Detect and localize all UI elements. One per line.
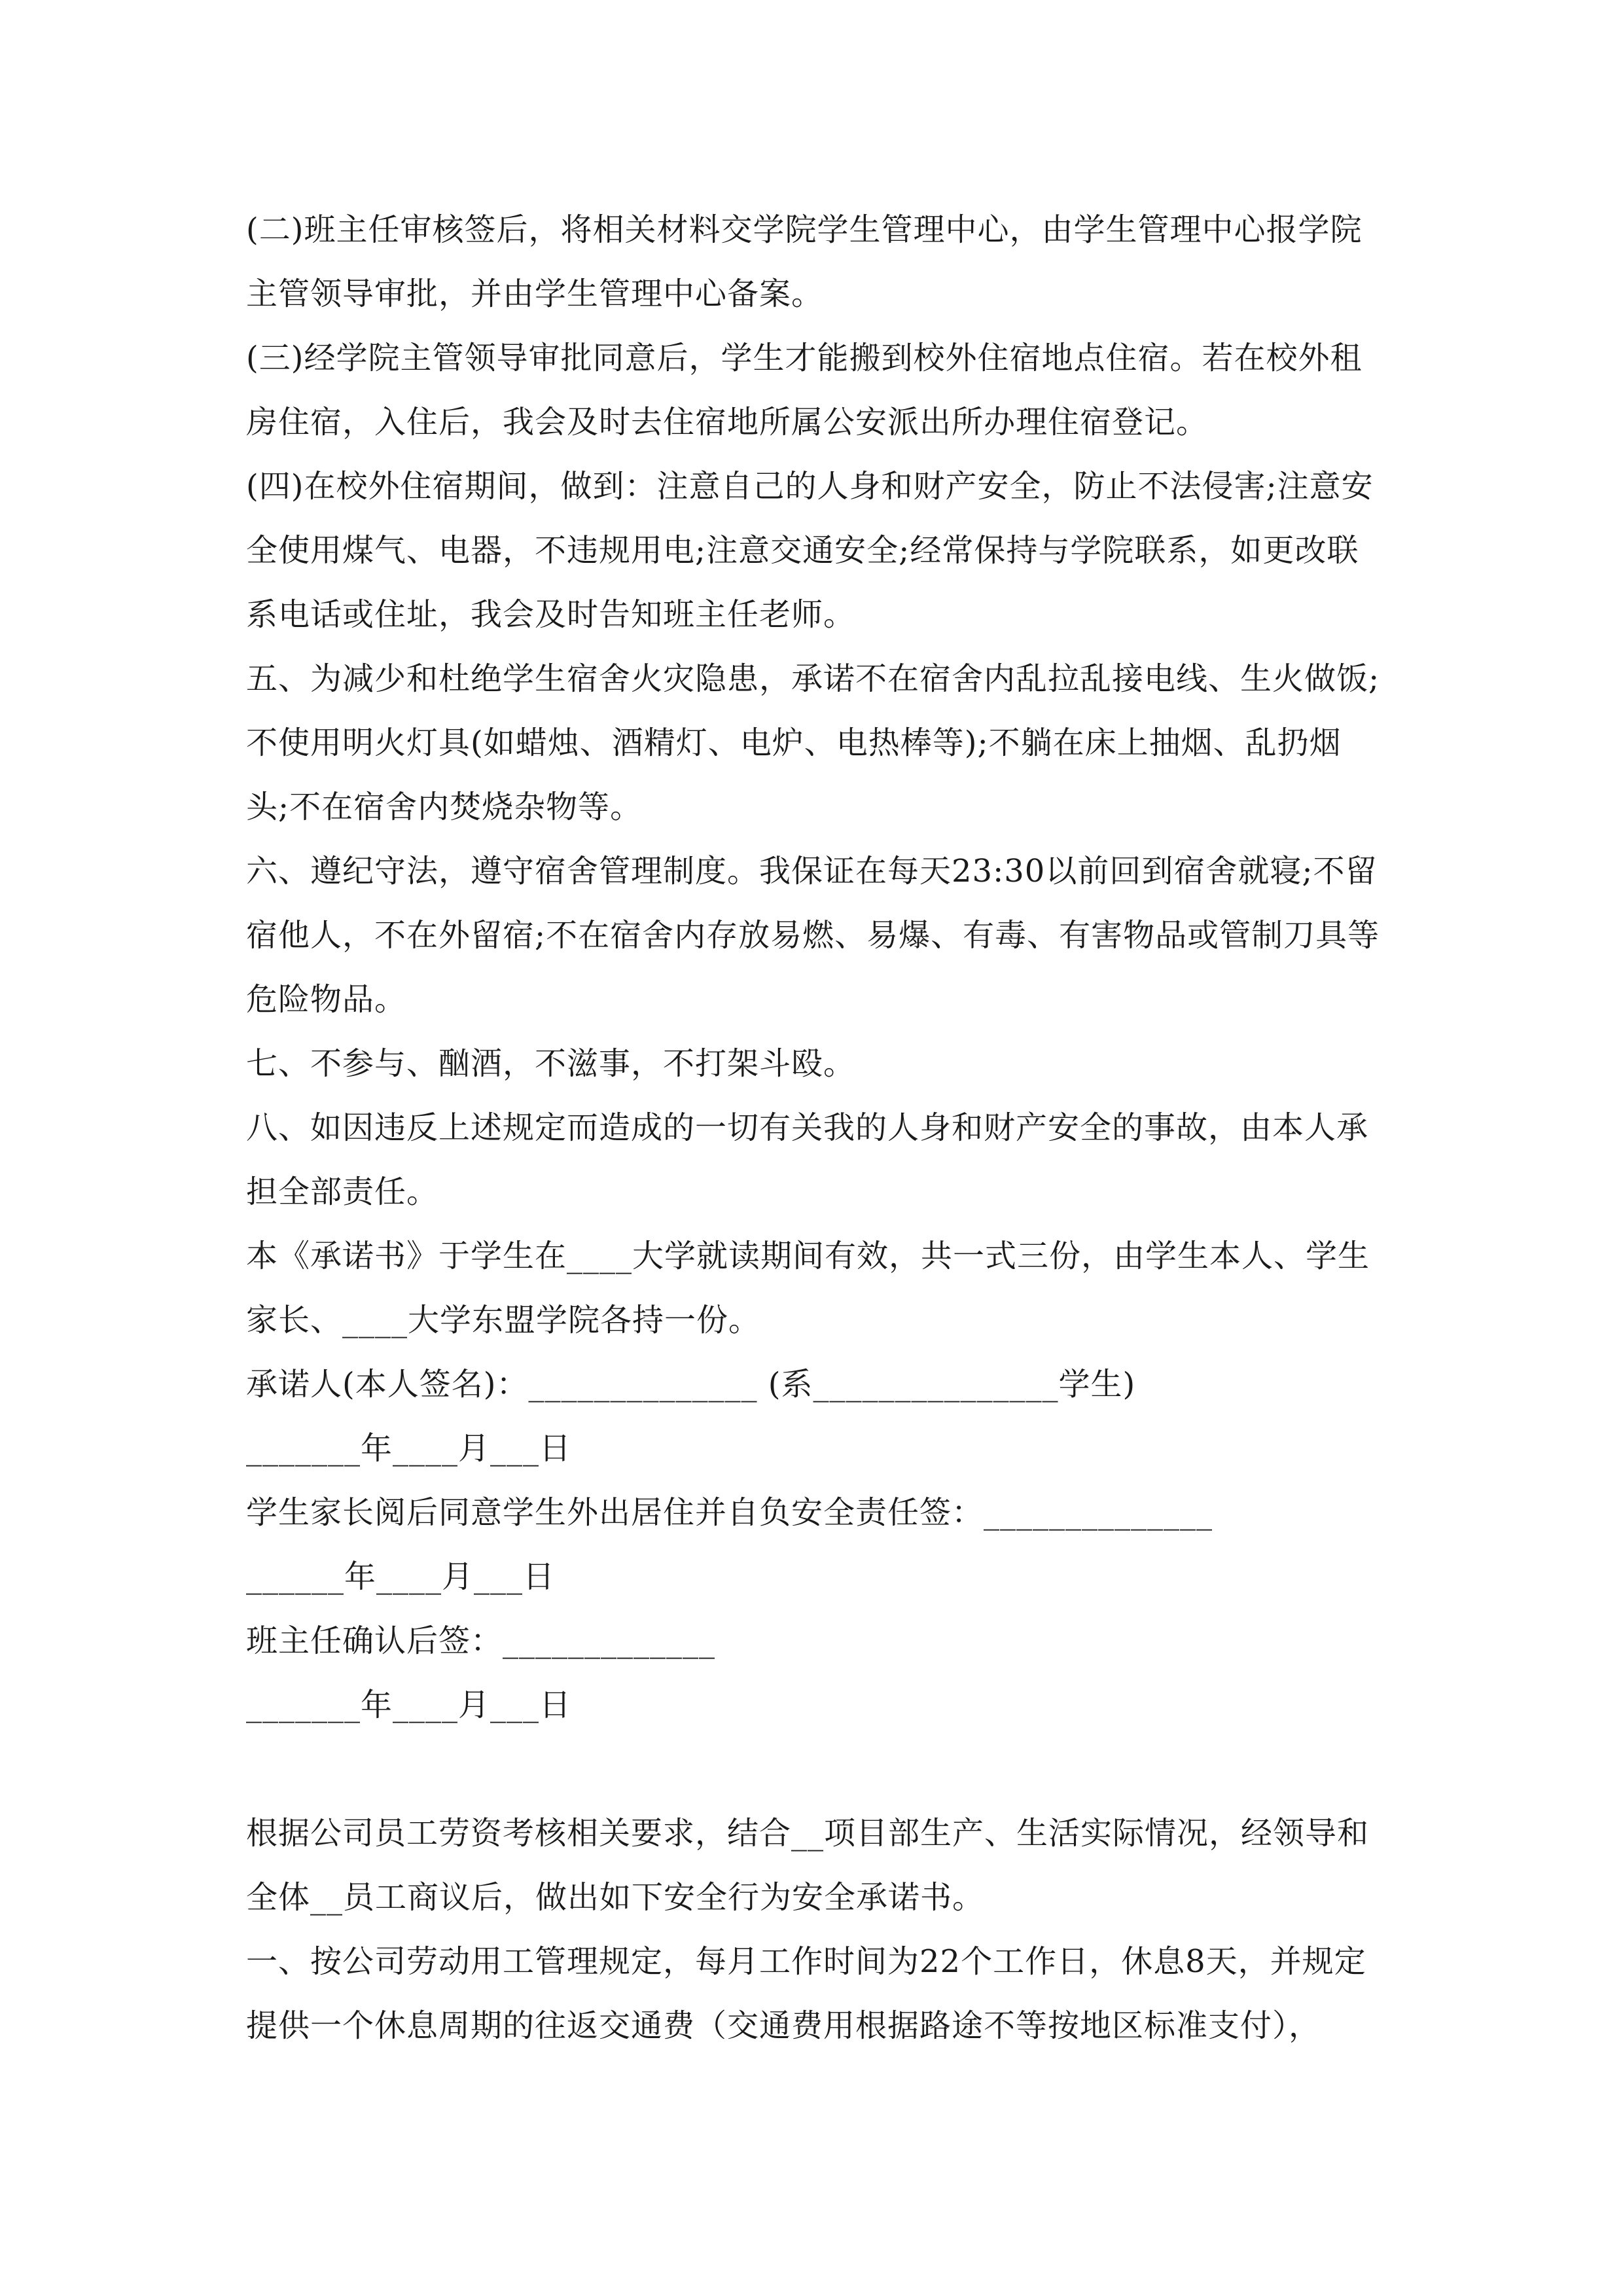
signature-teacher: 班主任确认后签：_____________ (246, 1623, 716, 1659)
section-gap (246, 1737, 1382, 1801)
paragraph-company-intro: 根据公司员工劳资考核相关要求，结合__项目部生产、生活实际情况，经领导和全体__员工商议后，做出如下安全行为安全承诺书。 (246, 1815, 1370, 1916)
paragraph-validity: 本《承诺书》于学生在____大学就读期间有效，共一式三份，由学生本人、学生家长、____大学东盟学院各持一份。 (246, 1238, 1370, 1338)
paragraph-3-move-out: (三)经学院主管领导审批同意后，学生才能搬到校外住宿地点住宿。若在校外租房住宿，入住后，我会及时去住宿地所属公安派出所办理住宿登记。 (246, 340, 1363, 440)
date-parent: ______年____月___日 (246, 1558, 556, 1595)
signature-parent: 学生家长阅后同意学生外出居住并自负安全责任签：______________ (246, 1494, 1213, 1531)
paragraph-4-safety: (四)在校外住宿期间，做到：注意自己的人身和财产安全，防止不法侵害;注意安全使用煤气、电器，不违规用电;注意交通安全;经常保持与学院联系，如更改联系电话或住址，我会及时告知班主任老师。 (246, 468, 1374, 633)
paragraph-7-conduct: 七、不参与、酗酒，不滋事，不打架斗殴。 (246, 1045, 856, 1082)
date-student: _______年____月___日 (246, 1430, 572, 1467)
paragraph-8-liability: 八、如因违反上述规定而造成的一切有关我的人身和财产安全的事故，由本人承担全部责任。 (246, 1109, 1369, 1210)
document-body (246, 198, 1382, 2058)
paragraph-2-approval: (二)班主任审核签后，将相关材料交学院学生管理中心，由学生管理中心报学院主管领导审批，并由学生管理中心备案。 (246, 211, 1363, 312)
paragraph-5-fire: 五、为减少和杜绝学生宿舍火灾隐患，承诺不在宿舍内乱拉乱接电线、生火做饭;不使用明火灯具(如蜡烛、酒精灯、电炉、电热棒等);不躺在床上抽烟、乱扔烟头;不在宿舍内焚烧杂物等。 (246, 660, 1380, 825)
paragraph-company-1: 一、按公司劳动用工管理规定，每月工作时间为22个工作日，休息8天，并规定提供一个休息周期的往返交通费（交通费用根据路途不等按地区标准支付）， (246, 1943, 1366, 2044)
signature-student: 承诺人(本人签名)：______________ (系_______________学生) (246, 1366, 1136, 1403)
paragraph-6-rules: 六、遵纪守法，遵守宿舍管理制度。我保证在每天23:30以前回到宿舍就寝;不留宿他人，不在外留宿;不在宿舍内存放易燃、易爆、有毒、有害物品或管制刀具等危险物品。 (246, 853, 1380, 1018)
date-teacher: _______年____月___日 (246, 1687, 572, 1723)
